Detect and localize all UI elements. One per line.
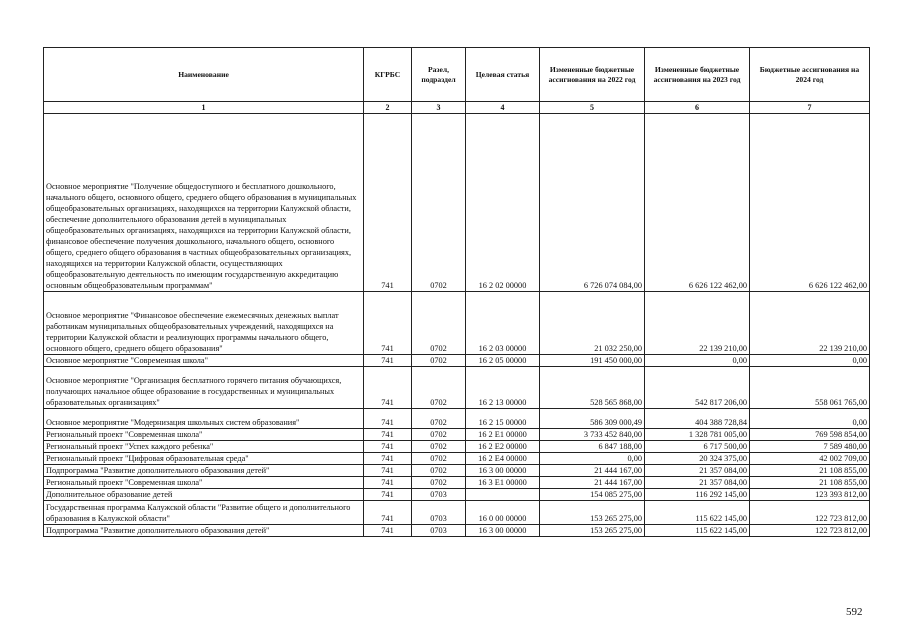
table-row bbox=[44, 409, 870, 429]
row-2023: 22 139 210,00 bbox=[645, 292, 750, 355]
row-section: 0702 bbox=[412, 355, 466, 367]
row-article: 16 2 02 00000 bbox=[466, 114, 540, 292]
row-2024: 21 108 855,00 bbox=[750, 465, 870, 477]
row-2022: 153 265 275,00 bbox=[540, 501, 645, 525]
column-number: 2 bbox=[364, 102, 412, 114]
row-2022: 586 309 000,49 bbox=[540, 409, 645, 429]
row-2024: 6 626 122 462,00 bbox=[750, 114, 870, 292]
row-name: Подпрограмма "Развитие дополнительного образования детей" bbox=[44, 525, 364, 537]
row-2022: 191 450 000,00 bbox=[540, 355, 645, 367]
row-name: Региональный проект "Современная школа" bbox=[44, 477, 364, 489]
row-2023: 115 622 145,00 bbox=[645, 501, 750, 525]
row-kgrbs: 741 bbox=[364, 477, 412, 489]
row-2022: 6 847 188,00 bbox=[540, 441, 645, 453]
row-article: 16 2 15 00000 bbox=[466, 409, 540, 429]
row-name: Региональный проект "Современная школа" bbox=[44, 429, 364, 441]
row-name: Государственная программа Калужской области "Развитие общего и дополнительного образования в Калужской области" bbox=[44, 501, 364, 525]
row-2023: 115 622 145,00 bbox=[645, 525, 750, 537]
table-row bbox=[44, 525, 870, 537]
header-section: Разел, подраздел bbox=[412, 48, 466, 102]
column-number: 4 bbox=[466, 102, 540, 114]
table-row bbox=[44, 429, 870, 441]
table-row bbox=[44, 114, 870, 292]
row-section: 0702 bbox=[412, 465, 466, 477]
row-section: 0702 bbox=[412, 477, 466, 489]
row-2024: 123 393 812,00 bbox=[750, 489, 870, 501]
row-2024: 22 139 210,00 bbox=[750, 292, 870, 355]
row-kgrbs: 741 bbox=[364, 114, 412, 292]
row-2022: 3 733 452 840,00 bbox=[540, 429, 645, 441]
row-2024: 7 589 480,00 bbox=[750, 441, 870, 453]
header-2024: Бюджетные ассигнования на 2024 год bbox=[750, 48, 870, 102]
table-row bbox=[44, 367, 870, 409]
budget-table bbox=[43, 47, 870, 537]
row-section: 0703 bbox=[412, 525, 466, 537]
row-2023: 404 388 728,84 bbox=[645, 409, 750, 429]
row-name: Региональный проект "Успех каждого ребенка" bbox=[44, 441, 364, 453]
header-kgrbs: КГРБС bbox=[364, 48, 412, 102]
column-number: 1 bbox=[44, 102, 364, 114]
row-section: 0702 bbox=[412, 367, 466, 409]
row-2022: 154 085 275,00 bbox=[540, 489, 645, 501]
table-row bbox=[44, 292, 870, 355]
row-2022: 6 726 074 084,00 bbox=[540, 114, 645, 292]
row-kgrbs: 741 bbox=[364, 525, 412, 537]
row-kgrbs: 741 bbox=[364, 292, 412, 355]
row-section: 0703 bbox=[412, 501, 466, 525]
row-name: Подпрограмма "Развитие дополнительного образования детей" bbox=[44, 465, 364, 477]
row-section: 0702 bbox=[412, 441, 466, 453]
row-kgrbs: 741 bbox=[364, 465, 412, 477]
row-2023: 542 817 206,00 bbox=[645, 367, 750, 409]
row-2023: 6 717 500,00 bbox=[645, 441, 750, 453]
row-2023: 20 324 375,00 bbox=[645, 453, 750, 465]
row-kgrbs: 741 bbox=[364, 501, 412, 525]
row-2023: 21 357 084,00 bbox=[645, 465, 750, 477]
table-row bbox=[44, 489, 870, 501]
row-2023: 6 626 122 462,00 bbox=[645, 114, 750, 292]
row-2023: 116 292 145,00 bbox=[645, 489, 750, 501]
row-section: 0702 bbox=[412, 453, 466, 465]
row-2023: 21 357 084,00 bbox=[645, 477, 750, 489]
row-name: Основное мероприятие "Получение общедоступного и бесплатного дошкольного, начального общего, основного общего, среднего общего образования в муниципальных общеобразовательных организациях, находящихся на территории Калужской области, обеспечение дополнительного образования детей в муниципальных общеобразовательных организациях, находящихся на территории Калужской области, финансовое обеспечение получения дошкольного, начального общего, основного общего, среднего общего образования в частных общеобразовательных организациях, находящихся на территории Калужской области, осуществляющих общеобразовательную деятельность по имеющим государственную аккредитацию основным общеобразовательным программам" bbox=[44, 114, 364, 292]
row-kgrbs: 741 bbox=[364, 453, 412, 465]
header-row bbox=[44, 48, 870, 102]
row-2024: 0,00 bbox=[750, 355, 870, 367]
column-number: 7 bbox=[750, 102, 870, 114]
header-2023: Измененные бюджетные ассигнования на 2023 год bbox=[645, 48, 750, 102]
table-row bbox=[44, 465, 870, 477]
row-name: Основное мероприятие "Финансовое обеспечение ежемесячных денежных выплат работникам муниципальных общеобразовательных учреждений, находящихся на территории Калужской области и реализующих программы начального общего, основного общего, среднего общего образования" bbox=[44, 292, 364, 355]
row-2024: 122 723 812,00 bbox=[750, 501, 870, 525]
table-row bbox=[44, 501, 870, 525]
table-row bbox=[44, 453, 870, 465]
row-2024: 558 061 765,00 bbox=[750, 367, 870, 409]
row-article: 16 2 E4 00000 bbox=[466, 453, 540, 465]
page-number: 592 bbox=[846, 606, 863, 618]
row-article: 16 0 00 00000 bbox=[466, 501, 540, 525]
row-kgrbs: 741 bbox=[364, 409, 412, 429]
row-article: 16 2 E1 00000 bbox=[466, 429, 540, 441]
row-article: 16 2 03 00000 bbox=[466, 292, 540, 355]
row-2024: 769 598 854,00 bbox=[750, 429, 870, 441]
header-name: Наименование bbox=[44, 48, 364, 102]
column-number: 5 bbox=[540, 102, 645, 114]
row-section: 0702 bbox=[412, 429, 466, 441]
row-name: Основное мероприятие "Современная школа" bbox=[44, 355, 364, 367]
column-number: 3 bbox=[412, 102, 466, 114]
row-name: Основное мероприятие "Модернизация школьных систем образования" bbox=[44, 409, 364, 429]
row-2023: 0,00 bbox=[645, 355, 750, 367]
row-section: 0702 bbox=[412, 114, 466, 292]
row-kgrbs: 741 bbox=[364, 489, 412, 501]
table-row bbox=[44, 441, 870, 453]
row-2022: 21 032 250,00 bbox=[540, 292, 645, 355]
row-2024: 0,00 bbox=[750, 409, 870, 429]
row-2022: 528 565 868,00 bbox=[540, 367, 645, 409]
row-article: 16 3 00 00000 bbox=[466, 465, 540, 477]
row-2022: 21 444 167,00 bbox=[540, 465, 645, 477]
row-article: 16 3 00 00000 bbox=[466, 525, 540, 537]
row-kgrbs: 741 bbox=[364, 367, 412, 409]
row-article: 16 2 E2 00000 bbox=[466, 441, 540, 453]
row-name: Дополнительное образование детей bbox=[44, 489, 364, 501]
row-2022: 153 265 275,00 bbox=[540, 525, 645, 537]
row-section: 0702 bbox=[412, 409, 466, 429]
row-section: 0703 bbox=[412, 489, 466, 501]
header-article: Целевая статья bbox=[466, 48, 540, 102]
row-article: 16 3 E1 00000 bbox=[466, 477, 540, 489]
table-row bbox=[44, 355, 870, 367]
row-article: 16 2 13 00000 bbox=[466, 367, 540, 409]
row-2022: 0,00 bbox=[540, 453, 645, 465]
row-section: 0702 bbox=[412, 292, 466, 355]
row-article bbox=[466, 489, 540, 501]
row-2022: 21 444 167,00 bbox=[540, 477, 645, 489]
row-2024: 42 002 709,00 bbox=[750, 453, 870, 465]
row-2024: 21 108 855,00 bbox=[750, 477, 870, 489]
row-2023: 1 328 781 005,00 bbox=[645, 429, 750, 441]
column-number: 6 bbox=[645, 102, 750, 114]
table-row bbox=[44, 477, 870, 489]
header-2022: Измененные бюджетные ассигнования на 2022 год bbox=[540, 48, 645, 102]
row-2024: 122 723 812,00 bbox=[750, 525, 870, 537]
row-kgrbs: 741 bbox=[364, 441, 412, 453]
column-number-row bbox=[44, 102, 870, 114]
row-article: 16 2 05 00000 bbox=[466, 355, 540, 367]
row-kgrbs: 741 bbox=[364, 355, 412, 367]
row-name: Региональный проект "Цифровая образовательная среда" bbox=[44, 453, 364, 465]
row-kgrbs: 741 bbox=[364, 429, 412, 441]
row-name: Основное мероприятие "Организация бесплатного горячего питания обучающихся, получающих начальное общее образование в государственных и муниципальных образовательных организациях" bbox=[44, 367, 364, 409]
